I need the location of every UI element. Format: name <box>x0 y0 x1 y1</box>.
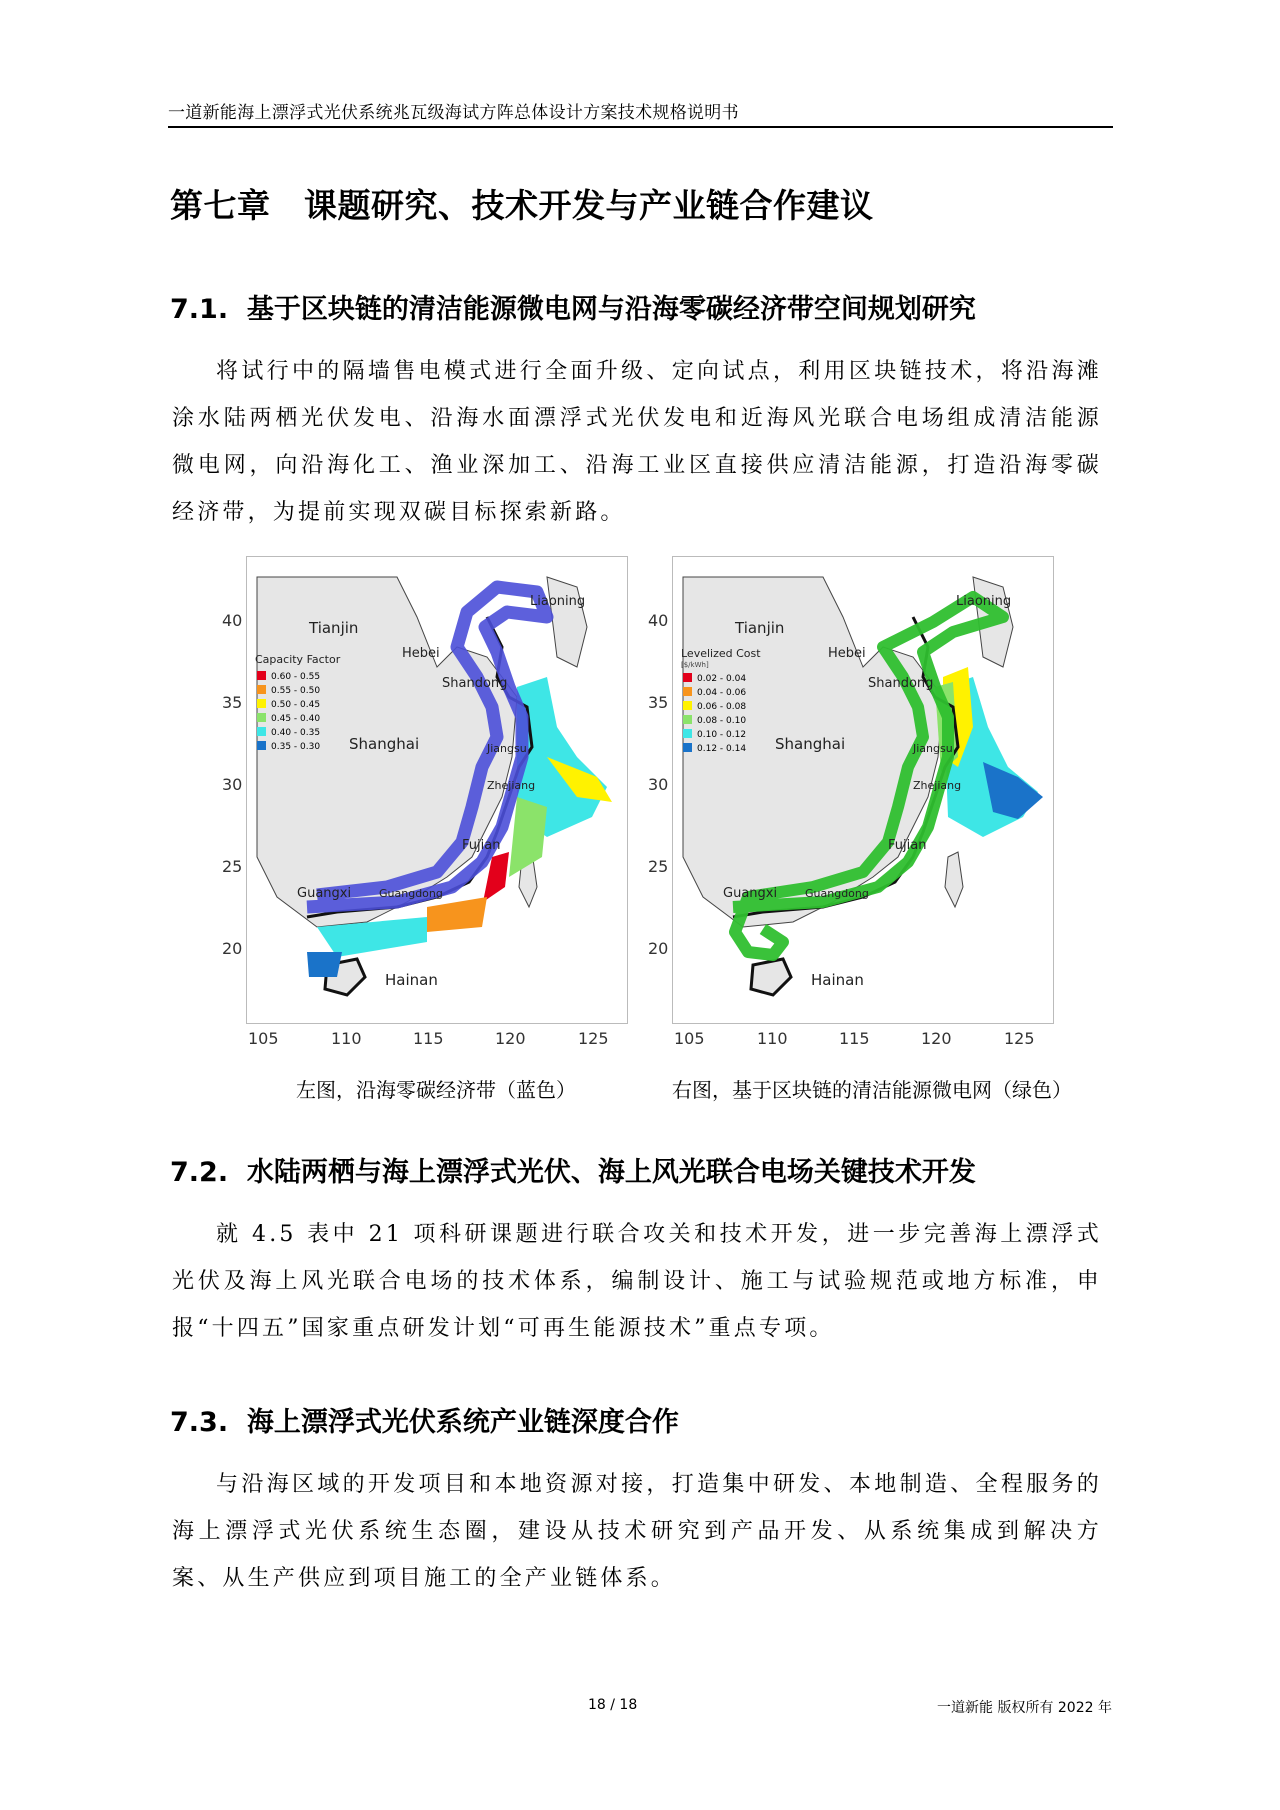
blockchain-microgrid-map <box>672 556 1054 1024</box>
header-rule <box>168 126 1113 128</box>
label-shanghai: Shanghai <box>775 735 846 753</box>
label-fujian: Fujian <box>888 838 927 853</box>
paragraph-text: 将试行中的隔墙售电模式进行全面升级、定向试点，利用区块链技术，将沿海滩涂水陆两栖光伏发电、沿海水面漂浮式光伏发电和近海风光联合电场组成清洁能源微电网，向沿海化工、渔业深加工、沿海工业区直接供应清洁能源，打造沿海零碳经济带，为提前实现双碳目标探索新路。 <box>172 359 1102 525</box>
svg-text:0.02 - 0.04: 0.02 - 0.04 <box>697 674 747 684</box>
right-y-tick-35: 35 <box>648 693 669 712</box>
document-header-title: 一道新能海上漂浮式光伏系统兆瓦级海试方阵总体设计方案技术规格说明书 <box>168 103 739 123</box>
section-heading-7-3 <box>170 1400 679 1439</box>
right-x-tick-110: 110 <box>757 1029 788 1048</box>
svg-text:0.35 - 0.30: 0.35 - 0.30 <box>271 742 321 752</box>
svg-text:0.10 - 0.12: 0.10 - 0.12 <box>697 730 747 740</box>
label-liaoning: Liaoning <box>530 594 586 609</box>
label-guangdong: Guangdong <box>805 887 869 900</box>
svg-text:0.50 - 0.45: 0.50 - 0.45 <box>271 700 321 710</box>
section-title: 基于区块链的清洁能源微电网与沿海零碳经济带空间规划研究 <box>246 294 976 325</box>
right-x-tick-105: 105 <box>674 1029 705 1048</box>
svg-text:0.60 - 0.55: 0.60 - 0.55 <box>271 672 321 682</box>
left-y-tick-35: 35 <box>222 693 243 712</box>
svg-text:0.06 - 0.08: 0.06 - 0.08 <box>697 702 747 712</box>
section-title: 水陆两栖与海上漂浮式光伏、海上风光联合电场关键技术开发 <box>246 1157 976 1188</box>
svg-text:0.45 - 0.40: 0.45 - 0.40 <box>271 714 321 724</box>
left-y-tick-25: 25 <box>222 857 243 876</box>
svg-text:0.08 - 0.10: 0.08 - 0.10 <box>697 716 747 726</box>
left-figure-caption: 左图，沿海零碳经济带（蓝色） <box>296 1078 576 1102</box>
right-x-tick-120: 120 <box>921 1029 952 1048</box>
label-shanghai: Shanghai <box>349 735 420 753</box>
label-guangdong: Guangdong <box>379 887 443 900</box>
label-zhejiang: Zhejiang <box>487 779 536 792</box>
right-x-tick-115: 115 <box>839 1029 870 1048</box>
label-tianjin: Tianjin <box>735 619 785 637</box>
right-y-tick-40: 40 <box>648 611 669 630</box>
left-y-tick-30: 30 <box>222 775 243 794</box>
left-x-tick-115: 115 <box>413 1029 444 1048</box>
right-y-tick-25: 25 <box>648 857 669 876</box>
right-y-tick-20: 20 <box>648 939 669 958</box>
paragraph-7-3 <box>172 1461 1102 1602</box>
section-heading-7-2 <box>170 1150 976 1189</box>
left-x-tick-110: 110 <box>331 1029 362 1048</box>
left-y-tick-20: 20 <box>222 939 243 958</box>
label-guangxi: Guangxi <box>723 886 778 901</box>
left-y-tick-40: 40 <box>222 611 243 630</box>
svg-text:0.12 - 0.14: 0.12 - 0.14 <box>697 744 747 754</box>
paragraph-text: 与沿海区域的开发项目和本地资源对接，打造集中研发、本地制造、全程服务的海上漂浮式光伏系统生态圈，建设从技术研究到产品开发、从系统集成到解决方案、从生产供应到项目施工的全产业链体系。 <box>172 1472 1102 1591</box>
label-shandong: Shandong <box>868 676 934 691</box>
svg-text:0.40 - 0.35: 0.40 - 0.35 <box>271 728 321 738</box>
copyright-notice: 一道新能 版权所有 2022 年 <box>937 1700 1112 1716</box>
paragraph-7-1 <box>172 348 1102 536</box>
label-hainan: Hainan <box>385 971 438 989</box>
right-x-tick-125: 125 <box>1004 1029 1035 1048</box>
left-x-tick-105: 105 <box>248 1029 279 1048</box>
chapter-title: 第七章 课题研究、技术开发与产业链合作建议 <box>170 186 874 225</box>
coastal-zero-carbon-map <box>246 556 628 1024</box>
label-liaoning: Liaoning <box>956 594 1012 609</box>
label-hebei: Hebei <box>402 646 440 661</box>
paragraph-7-2 <box>172 1211 1102 1352</box>
right-y-tick-30: 30 <box>648 775 669 794</box>
paragraph-text: 就 4.5 表中 21 项科研课题进行联合攻关和技术开发，进一步完善海上漂浮式光伏及海上风光联合电场的技术体系，编制设计、施工与试验规范或地方标准，申报“十四五”国家重点研发计划“可再生能源技术”重点专项。 <box>172 1222 1102 1341</box>
section-title: 海上漂浮式光伏系统产业链深度合作 <box>246 1407 679 1438</box>
label-hainan: Hainan <box>811 971 864 989</box>
svg-text:0.55 - 0.50: 0.55 - 0.50 <box>271 686 321 696</box>
section-number: 7.1. <box>170 294 229 325</box>
label-hebei: Hebei <box>828 646 866 661</box>
legend-title: Capacity Factor <box>255 653 341 666</box>
page-number: 18 / 18 <box>588 1697 638 1713</box>
left-x-tick-125: 125 <box>578 1029 609 1048</box>
label-tianjin: Tianjin <box>309 619 359 637</box>
label-zhejiang: Zhejiang <box>913 779 962 792</box>
section-number: 7.3. <box>170 1407 229 1438</box>
label-guangxi: Guangxi <box>297 886 352 901</box>
left-x-tick-120: 120 <box>495 1029 526 1048</box>
legend-title: Levelized Cost <box>681 647 761 660</box>
label-jiangsu: Jiangsu <box>913 742 953 755</box>
label-shandong: Shandong <box>442 676 508 691</box>
section-number: 7.2. <box>170 1157 229 1188</box>
legend-unit: [$/kWh] <box>681 661 709 669</box>
label-jiangsu: Jiangsu <box>487 742 527 755</box>
label-fujian: Fujian <box>462 838 501 853</box>
right-figure-caption: 右图，基于区块链的清洁能源微电网（绿色） <box>672 1078 1072 1102</box>
section-heading-7-1 <box>170 287 976 326</box>
svg-text:0.04 - 0.06: 0.04 - 0.06 <box>697 688 747 698</box>
